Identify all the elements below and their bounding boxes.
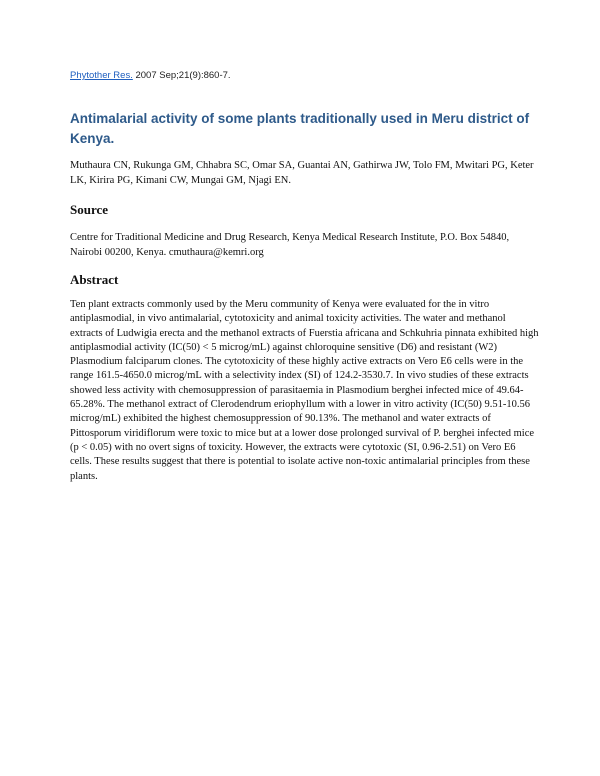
article-title: Antimalarial activity of some plants traditionally used in Meru district of Kenya. [70,111,530,146]
citation-line [70,70,231,81]
source-heading: Source [70,202,109,217]
source-affiliation: Centre for Traditional Medicine and Drug Research, Kenya Medical Research Institute, P.O. Box 54840, Nairobi 00200, Kenya. cmuthaura@kemri.org [70,232,510,258]
abstract-heading: Abstract [70,272,119,287]
citation-details: 2007 Sep;21(9):860-7. [132,70,231,81]
author-list: Muthaura CN, Rukunga GM, Chhabra SC, Omar SA, Guantai AN, Gathirwa JW, Tolo FM, Mwitari PG, Keter LK, Kirira PG, Kimani CW, Mungai GM, Njagi EN. [70,160,534,186]
abstract-body: Ten plant extracts commonly used by the Meru community of Kenya were evaluated for the in vitro antiplasmodial, in vivo antimalarial, cytotoxicity and animal toxicity activities. The water and methanol extracts of Ludwigia erecta and the methanol extracts of Fuerstia africana and Schkuhria pinnata exhibited high antiplasmodial activity (IC(50) < 5 microg/mL) against chloroquine sensitive (D6) and resistant (W2) Plasmodium falciparum clones. The cytotoxicity of these highly active extracts on Vero E6 cells were in the range 161.5-4650.0 microg/mL with a selectivity index (SI) of 124.2-3530.7. In vivo studies of these extracts showed less activity with chemosuppression of parasitaemia in Plasmodium berghei infected mice of 49.64-65.28%. The methanol extract of Clerodendrum eriophyllum with a lower in vitro activity (IC(50) 9.51-10.56 microg/mL) exhibited the highest chemosuppression of 90.13%. The methanol and water extracts of Pittosporum viridiflorum were toxic to mice but at a lower dose prolonged survival of P. berghei infected mice (p < 0.05) with no overt signs of toxicity. However, the extracts were cytotoxic (SI, 0.96-2.51) on Vero E6 cells. These results suggest that there is potential to isolate active non-toxic antimalarial principles from these plants. [70,299,539,482]
journal-link[interactable]: Phytother Res. [70,70,133,81]
